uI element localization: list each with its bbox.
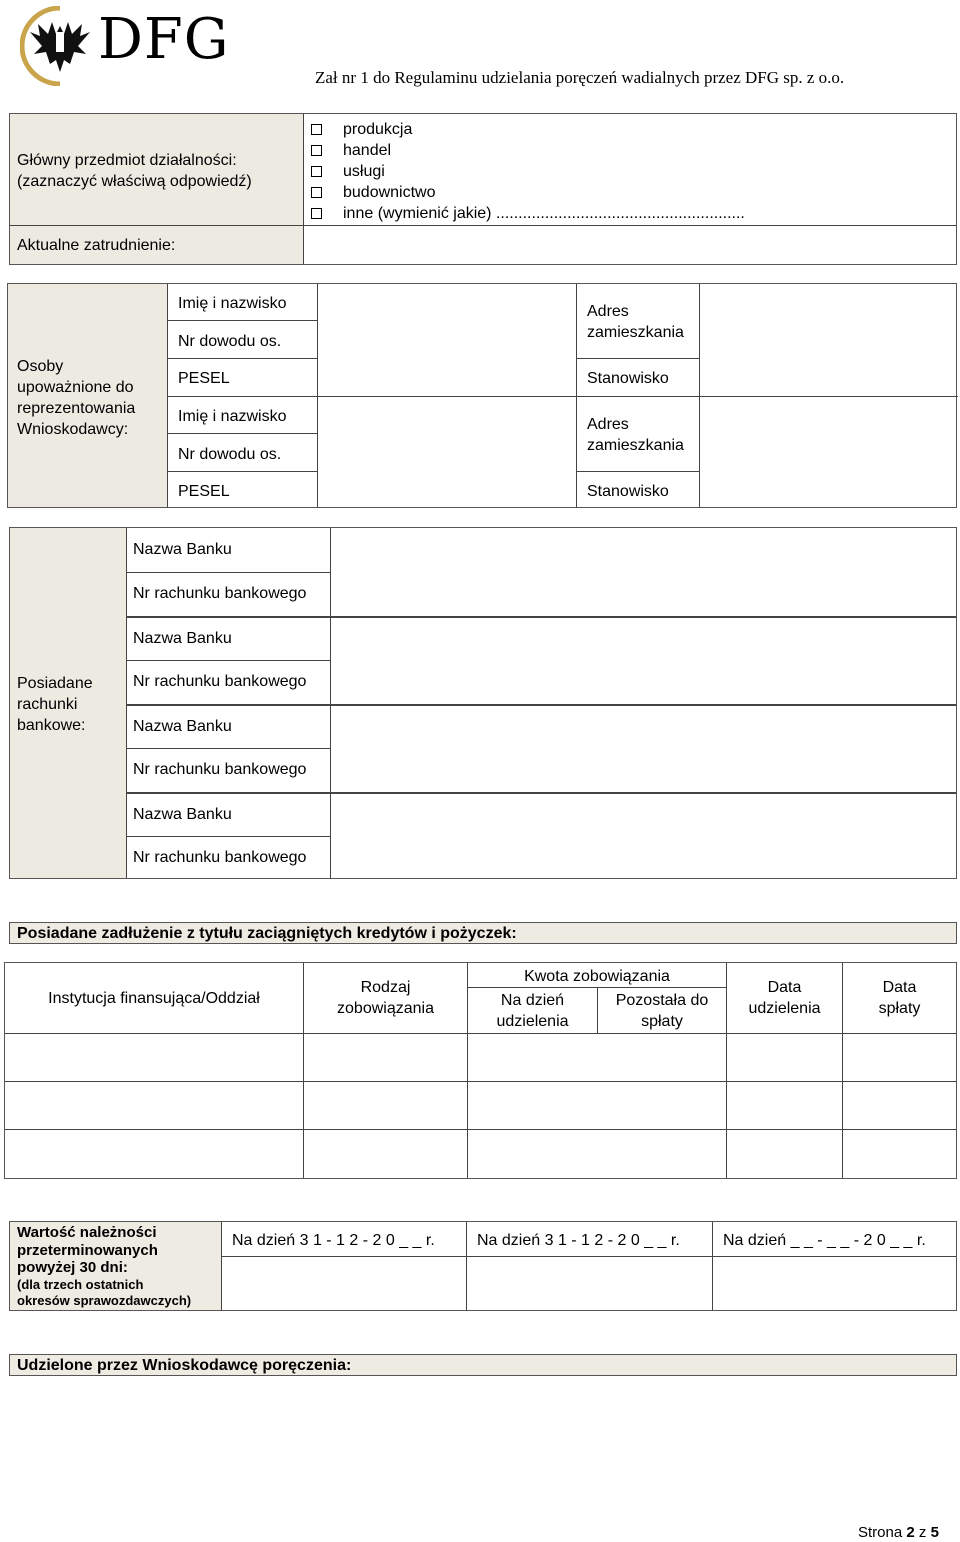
rep2-pesel-label: PESEL bbox=[178, 483, 230, 500]
overdue-date-1: Na dzień 3 1 - 1 2 - 2 0 _ _ r. bbox=[232, 1232, 435, 1249]
bank1-name-label: Nazwa Banku bbox=[133, 541, 232, 558]
option-construction[interactable]: budownictwo bbox=[311, 182, 745, 203]
guarantees-title: Udzielone przez Wnioskodawcę poręczenia: bbox=[9, 1354, 957, 1376]
activity-options bbox=[311, 119, 745, 224]
option-other[interactable]: inne (wymienić jakie) ........................................................ bbox=[311, 203, 745, 224]
rep2-name-label: Imię i nazwisko bbox=[178, 408, 287, 425]
col-remaining-header: Pozostała do spłaty bbox=[615, 991, 709, 1030]
checkbox-icon[interactable] bbox=[311, 166, 322, 177]
bank1-account-label: Nr rachunku bankowego bbox=[133, 585, 307, 602]
bank3-name-label: Nazwa Banku bbox=[133, 718, 232, 735]
col-type-header: Rodzaj zobowiązania bbox=[337, 979, 434, 1017]
col-institution-header: Instytucja finansująca/Oddział bbox=[48, 989, 260, 1007]
checkbox-icon[interactable] bbox=[311, 187, 322, 198]
accounts-label: Posiadane rachunki bankowe: bbox=[17, 675, 93, 734]
checkbox-icon[interactable] bbox=[311, 124, 322, 135]
col-at-date-header: Na dzień udzielenia bbox=[496, 991, 569, 1030]
rep1-address-label: Adres zamieszkania bbox=[587, 303, 684, 341]
overdue-section bbox=[9, 1221, 957, 1311]
table-row[interactable] bbox=[5, 1130, 956, 1178]
employment-field[interactable] bbox=[304, 226, 956, 264]
rep1-id-label: Nr dowodu os. bbox=[178, 333, 282, 350]
activity-label: Główny przedmiot działalności: (zaznaczyć właściwą odpowiedź) bbox=[17, 152, 252, 190]
bank4-name-label: Nazwa Banku bbox=[133, 806, 232, 823]
accounts-section bbox=[9, 527, 957, 879]
checkbox-icon[interactable] bbox=[311, 145, 322, 156]
bank2-name-label: Nazwa Banku bbox=[133, 630, 232, 647]
table-row[interactable] bbox=[5, 1034, 956, 1081]
overdue-value-1[interactable] bbox=[222, 1257, 466, 1310]
logo bbox=[20, 6, 230, 86]
bank3-account-label: Nr rachunku bankowego bbox=[133, 761, 307, 778]
rep1-name-label: Imię i nazwisko bbox=[178, 295, 287, 312]
overdue-label: Wartość należności przeterminowanych powyżej 30 dni: (dla trzech ostatnich okresów sprawozdawczych) bbox=[17, 1224, 192, 1308]
option-services[interactable]: usługi bbox=[311, 161, 745, 182]
page-number: Strona 2 z 5 bbox=[858, 1524, 939, 1541]
rep1-pesel-label: PESEL bbox=[178, 370, 230, 387]
option-production[interactable]: produkcja bbox=[311, 119, 745, 140]
logo-text: DFG bbox=[98, 7, 230, 72]
table-row[interactable] bbox=[5, 1082, 956, 1129]
header-subtitle: Zał nr 1 do Regulaminu udzielania poręczeń wadialnych przez DFG sp. z o.o. bbox=[315, 68, 845, 87]
overdue-value-2[interactable] bbox=[467, 1257, 712, 1310]
activity-section bbox=[9, 113, 957, 265]
col-repay-date-header: Data spłaty bbox=[878, 979, 921, 1017]
debt-title: Posiadane zadłużenie z tytułu zaciągniętych kredytów i pożyczek: bbox=[9, 922, 957, 944]
overdue-value-3[interactable] bbox=[713, 1257, 956, 1310]
representatives-section bbox=[7, 283, 957, 508]
col-grant-date-header: Data udzielenia bbox=[748, 979, 821, 1017]
bank4-account-label: Nr rachunku bankowego bbox=[133, 849, 307, 866]
overdue-date-3: Na dzień _ _ - _ _ - 2 0 _ _ r. bbox=[723, 1232, 926, 1249]
debt-table bbox=[4, 962, 957, 1179]
representatives-label: Osoby upoważnione do reprezentowania Wnioskodawcy: bbox=[17, 358, 136, 438]
col-amount-header: Kwota zobowiązania bbox=[524, 967, 670, 985]
rep2-address-label: Adres zamieszkania bbox=[587, 416, 684, 454]
option-trade[interactable]: handel bbox=[311, 140, 745, 161]
rep2-position-label: Stanowisko bbox=[587, 483, 669, 500]
checkbox-icon[interactable] bbox=[311, 208, 322, 219]
overdue-date-2: Na dzień 3 1 - 1 2 - 2 0 _ _ r. bbox=[477, 1232, 680, 1249]
rep1-position-label: Stanowisko bbox=[587, 370, 669, 387]
employment-label: Aktualne zatrudnienie: bbox=[17, 237, 176, 254]
bank2-account-label: Nr rachunku bankowego bbox=[133, 673, 307, 690]
rep2-id-label: Nr dowodu os. bbox=[178, 446, 282, 463]
